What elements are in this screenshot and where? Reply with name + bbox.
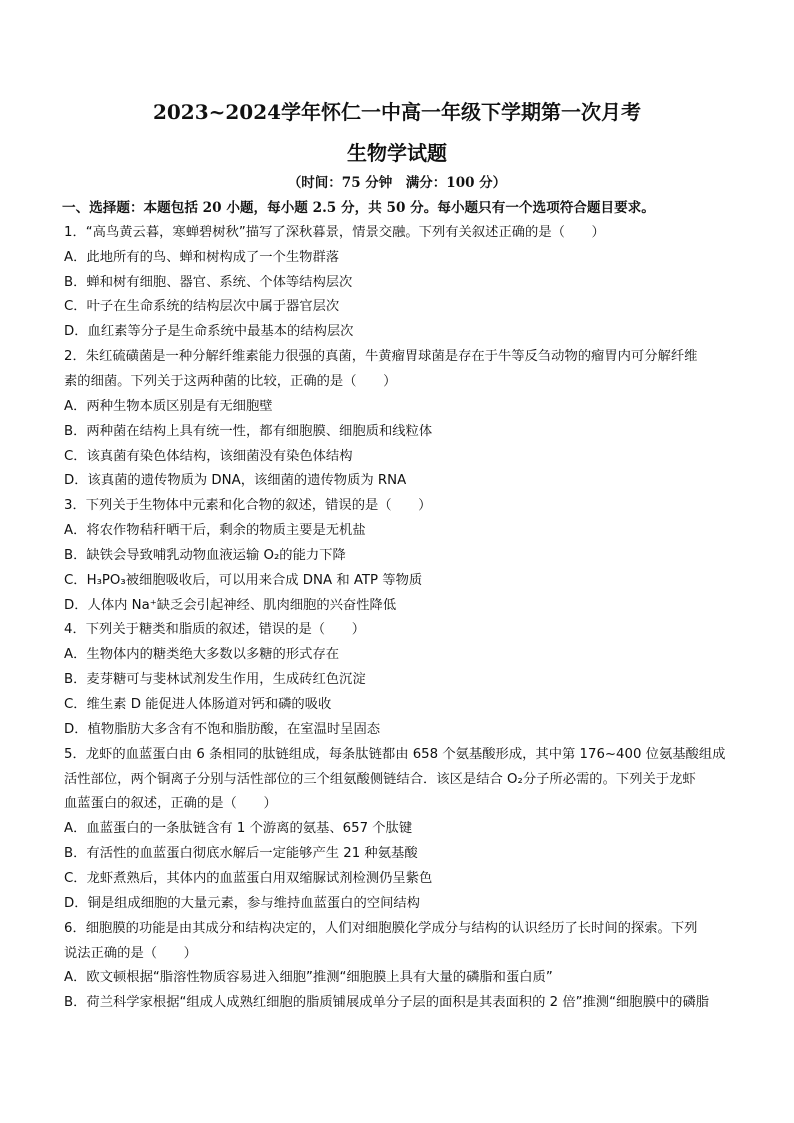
answer-option: D．植物脂肪大多含有不饱和脂肪酸，在室温时呈固态 [64,721,381,737]
answer-option: D．该真菌的遗传物质为 DNA，该细菌的遗传物质为 RNA [64,473,407,489]
answer-option: D．人体内 Na⁺缺乏会引起神经、肌肉细胞的兴奋性降低 [64,597,397,613]
exam-subject: 生物学试题 [347,141,447,165]
answer-option: C．维生素 D 能促进人体肠道对钙和磷的吸收 [64,697,332,712]
answer-option: C．该真菌有染色体结构，该细菌没有染色体结构 [64,448,353,464]
answer-option: A．此地所有的鸟、蝉和树构成了一个生物群落 [64,249,340,265]
question-stem: 3．下列关于生物体中元素和化合物的叙述，错误的是（ ） [64,498,432,514]
answer-option: C．H₃PO₃被细胞吸收后，可以用来合成 DNA 和 ATP 等物质 [64,572,423,588]
exam-info: （时间：75 分钟 满分：100 分） [287,175,507,191]
exam-title: 2023~2024学年怀仁一中高一年级下学期第一次月考 [152,100,642,124]
answer-option: D．血红素等分子是生命系统中最基本的结构层次 [64,324,354,340]
question-stem: 6．细胞膜的功能是由其成分和结构决定的，人们对细胞膜化学成分与结构的认识经历了长时间的探索。下列 [64,920,698,936]
question-stem: 1．“高鸟黄云暮，寒蝉碧树秋”描写了深秋暮景，情景交融。下列有关叙述正确的是（ ） [64,224,605,240]
question-stem: 血蓝蛋白的叙述，正确的是（ ） [64,796,277,812]
answer-option: A．生物体内的糖类绝大多数以多糖的形式存在 [64,647,340,663]
answer-option: B．缺铁会导致哺乳动物血液运输 O₂的能力下降 [64,547,346,563]
answer-option: A．两种生物本质区别是有无细胞壁 [64,398,273,414]
answer-option: C．龙虾煮熟后，其体内的血蓝蛋白用双缩脲试剂检测仍呈紫色 [64,870,433,886]
answer-option: A．欧文顿根据“脂溶性物质容易进入细胞”推测“细胞膜上具有大量的磷脂和蛋白质” [64,970,553,986]
section-heading: 一、选择题：本题包括 20 小题，每小题 2.5 分，共 50 分。每小题只有一个选项符合题目要求。 [62,200,655,216]
answer-option: A．血蓝蛋白的一条肽链含有 1 个游离的氨基、657 个肽键 [64,821,413,837]
answer-option: B．两种菌在结构上具有统一性，都有细胞膜、细胞质和线粒体 [64,423,433,439]
answer-option: B．麦芽糖可与斐林试剂发生作用，生成砖红色沉淀 [64,672,366,688]
question-stem: 说法正确的是（ ） [64,945,197,961]
question-stem: 活性部位，两个铜离子分别与活性部位的三个组氨酸侧链结合．该区是结合 O₂分子所必需的。下列关于龙虾 [64,771,696,787]
question-stem: 2．朱红硫磺菌是一种分解纤维素能力很强的真菌，牛黄瘤胃球菌是存在于牛等反刍动物的瘤胃内可分解纤维 [64,349,698,365]
answer-option: D．铜是组成细胞的大量元素，参与维持血蓝蛋白的空间结构 [64,895,420,911]
answer-option: C．叶子在生命系统的结构层次中属于器官层次 [64,299,340,315]
answer-option: B．荷兰科学家根据“组成人成熟红细胞的脂质铺展成单分子层的面积是其表面积的 2 倍”推测“细胞膜中的磷脂 [64,995,710,1011]
question-stem: 5．龙虾的血蓝蛋白由 6 条相同的肽链组成，每条肽链都由 658 个氨基酸形成，其中第 176~400 位氨基酸组成 [64,746,726,762]
answer-option: A．将农作物秸秆晒干后，剩余的物质主要是无机盐 [64,523,366,539]
question-stem: 素的细菌。下列关于这两种菌的比较，正确的是（ ） [64,373,397,389]
question-stem: 4．下列关于糖类和脂质的叙述，错误的是（ ） [64,622,365,638]
answer-option: B．有活性的血蓝蛋白彻底水解后一定能够产生 21 种氨基酸 [64,846,418,862]
answer-option: B．蝉和树有细胞、器官、系统、个体等结构层次 [64,274,353,290]
